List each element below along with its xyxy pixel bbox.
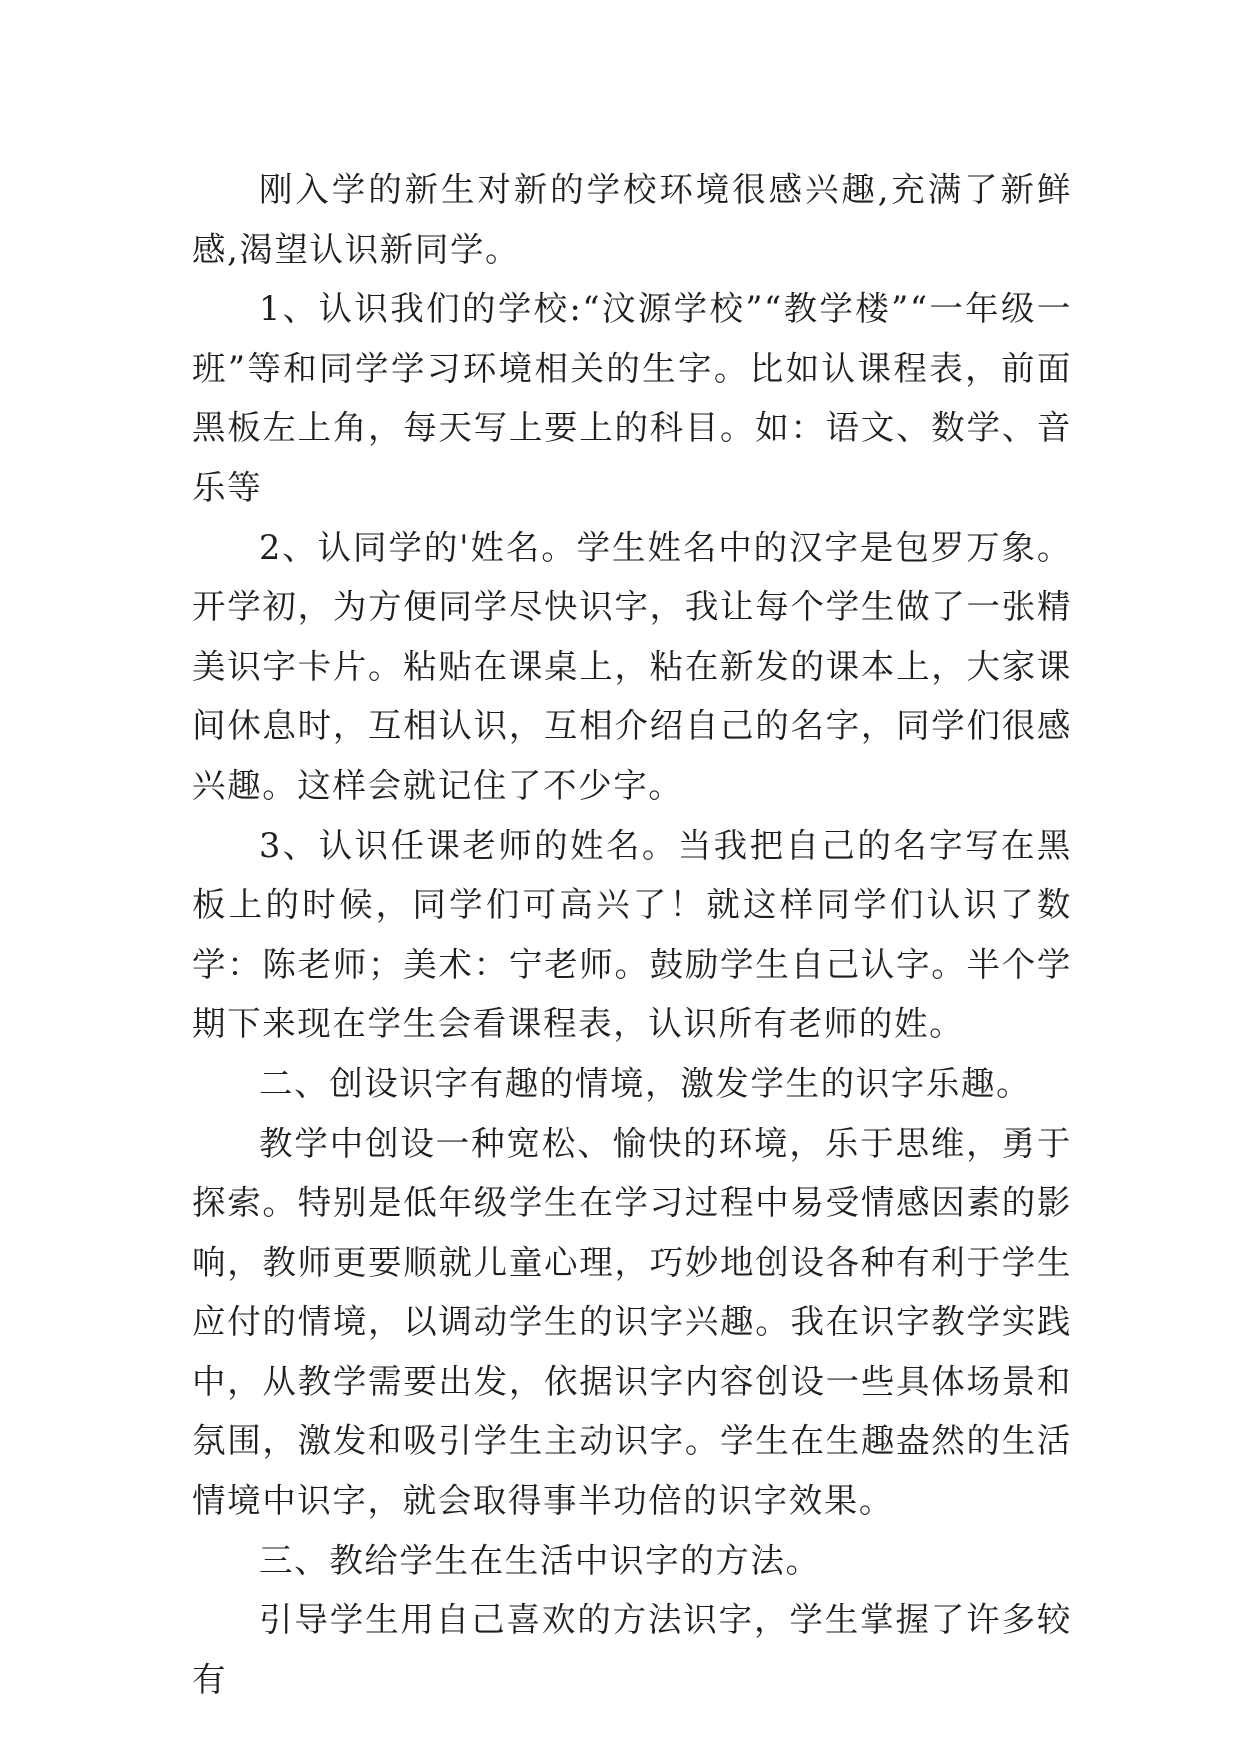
paragraph-intro: 刚入学的新生对新的学校环境很感兴趣,充满了新鲜感,渴望认识新同学。 xyxy=(192,170,1072,269)
document-body xyxy=(192,160,1072,1709)
paragraph-item-3: 3、认识任课老师的姓名。当我把自己的名字写在黑板上的时候，同学们可高兴了！就这样同学们认识了数学：陈老师；美术：宁老师。鼓励学生自己认字。半个学期下来现在学生会看课程表，认识所有老师的姓。 xyxy=(192,825,1072,1044)
paragraph-item-1: 1、认识我们的学校:“汶源学校”“教学楼”“一年级一班”等和同学学习环境相关的生字。比如认课程表，前面黑板左上角，每天写上要上的科目。如：语文、数学、音乐等 xyxy=(192,289,1072,507)
paragraph-section-2-body: 教学中创设一种宽松、愉快的环境，乐于思维，勇于探索。特别是低年级学生在学习过程中易受情感因素的影响，教师更要顺就儿童心理，巧妙地创设各种有利于学生应付的情境，以调动学生的识字兴趣。我在识字教学实践中，从教学需要出发，依据识字内容创设一些具体场景和氛围，激发和吸引学生主动识字。学生在生趣盎然的生活情境中识字，就会取得事半功倍的识字效果。 xyxy=(192,1123,1072,1521)
paragraph-item-2: 2、认同学的'姓名。学生姓名中的汉字是包罗万象。开学初，为方便同学尽快识字，我让每个学生做了一张精美识字卡片。粘贴在课桌上，粘在新发的课本上，大家课间休息时，互相认识，互相介绍自己的名字，同学们很感兴趣。这样会就记住了不少字。 xyxy=(192,527,1072,805)
section-heading-3: 三、教给学生在生活中识字的方法。 xyxy=(259,1540,821,1580)
section-heading-2: 二、创设识字有趣的情境，激发学生的识字乐趣。 xyxy=(259,1063,1032,1103)
paragraph-section-3-body: 引导学生用自己喜欢的方法识字，学生掌握了许多较有 xyxy=(192,1600,1072,1699)
